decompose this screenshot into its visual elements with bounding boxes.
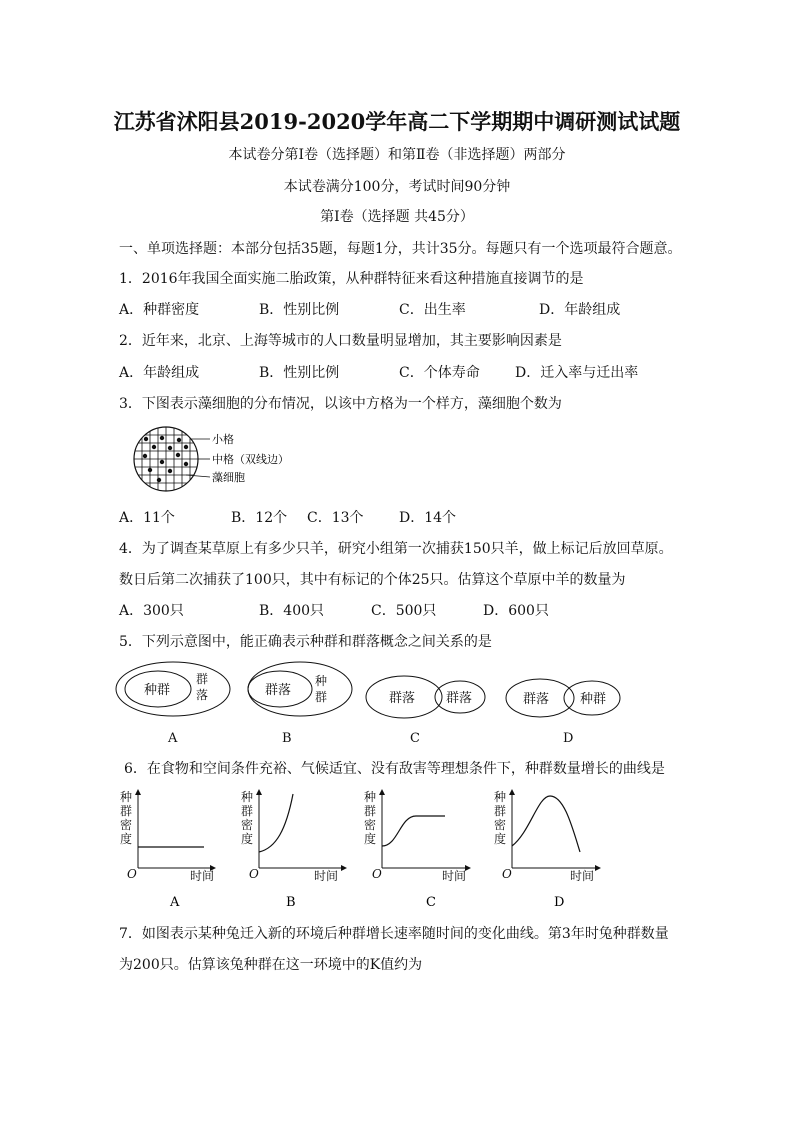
diagram-b-inner-label: 群落 <box>265 683 292 698</box>
svg-text:时间: 时间 <box>314 869 339 883</box>
q5-diagrams <box>110 660 630 748</box>
q1-option-a: A．种群密度 <box>119 302 200 318</box>
exam-info: 本试卷满分100分，考试时间90分钟 <box>283 179 511 195</box>
middle-square-label: 中格（双线边） <box>212 453 289 466</box>
q1-option-b: B．性别比例 <box>259 302 340 318</box>
diagram-a-outer-label-1: 群 <box>196 672 209 686</box>
diagram-a-outer <box>116 662 230 716</box>
svg-text:密: 密 <box>364 818 377 832</box>
page-title: 江苏省沭阳县2019-2020学年高二下学期期中调研测试试题 <box>113 109 681 134</box>
q5-label-a: A <box>168 731 178 746</box>
q6-label-d: D <box>554 895 565 910</box>
svg-text:种: 种 <box>364 790 377 804</box>
diagram-b-outer-label-2: 群 <box>315 690 328 704</box>
q4-option-c: C．500只 <box>371 603 437 619</box>
svg-text:时间: 时间 <box>442 869 467 883</box>
curve-b <box>259 794 293 852</box>
q2-option-b: B．性别比例 <box>259 365 340 381</box>
question-3: 3．下图表示藻细胞的分布情况，以该中方格为一个样方，藻细胞个数为 <box>119 396 562 412</box>
svg-text:群: 群 <box>120 804 133 818</box>
question-6: 6．在食物和空间条件充裕、气候适宜、没有敌害等理想条件下，种群数量增长的曲线是 <box>124 761 665 777</box>
svg-text:度: 度 <box>241 832 254 846</box>
q3-option-c: C．13个 <box>307 510 364 526</box>
diagram-b-outer-label-1: 种 <box>315 674 328 688</box>
question-7-line2: 为200只。估算该兔种群在这一环境中的K值约为 <box>119 957 423 973</box>
svg-text:度: 度 <box>364 832 377 846</box>
q5-label-d: D <box>563 731 574 746</box>
graph-a <box>120 790 214 910</box>
q2-option-c: C．个体寿命 <box>399 365 480 381</box>
instructions: 一、单项选择题：本部分包括35题，每题1分，共计35分。每题只有一个选项最符合题意。 <box>119 241 682 257</box>
q3-option-a: A．11个 <box>119 510 175 526</box>
q2-option-d: D．迁入率与迁出率 <box>515 365 639 381</box>
svg-text:密: 密 <box>120 818 133 832</box>
q4-option-b: B．400只 <box>259 603 325 619</box>
svg-text:群: 群 <box>494 804 507 818</box>
diagram-c-right-label: 群落 <box>446 691 473 706</box>
svg-text:群: 群 <box>241 804 254 818</box>
exam-subtitle: 本试卷分第Ⅰ卷（选择题）和第Ⅱ卷（非选择题）两部分 <box>228 147 566 163</box>
q5-label-b: B <box>282 731 292 746</box>
section-heading: 第Ⅰ卷（选择题 共45分） <box>320 209 474 225</box>
graph-b <box>241 790 344 910</box>
diagram-d-left-label: 群落 <box>523 692 550 707</box>
question-1: 1．2016年我国全面实施二胎政策，从种群特征来看这种措施直接调节的是 <box>119 271 584 287</box>
q2-option-a: A．年龄组成 <box>119 365 200 381</box>
q6-growth-curves <box>110 786 610 914</box>
q6-label-b: B <box>286 895 296 910</box>
diagram-a-inner-label: 种群 <box>144 683 171 698</box>
svg-text:时间: 时间 <box>190 869 215 883</box>
svg-text:种: 种 <box>494 790 507 804</box>
svg-text:种: 种 <box>120 790 133 804</box>
q6-label-c: C <box>426 895 436 910</box>
svg-text:种: 种 <box>241 790 254 804</box>
question-4-line1: 4．为了调查某草原上有多少只羊，研究小组第一次捕获150只羊，做上标记后放回草原。 <box>119 541 673 557</box>
svg-text:O: O <box>502 867 512 881</box>
diagram-c-left-label: 群落 <box>389 691 416 706</box>
question-2: 2．近年来，北京、上海等城市的人口数量明显增加，其主要影响因素是 <box>119 333 562 349</box>
question-4-line2: 数日后第二次捕获了100只，其中有标记的个体25只。估算这个草原中羊的数量为 <box>119 572 626 588</box>
svg-text:度: 度 <box>120 832 133 846</box>
q1-option-c: C．出生率 <box>399 302 466 318</box>
q5-label-c: C <box>410 731 420 746</box>
small-square-label: 小格 <box>212 433 234 446</box>
graph-c <box>364 790 468 910</box>
q1-option-d: D．年龄组成 <box>539 302 621 318</box>
svg-text:O: O <box>127 867 137 881</box>
curve-c <box>382 816 445 846</box>
svg-text:O: O <box>372 867 382 881</box>
q6-label-a: A <box>170 895 180 910</box>
q4-option-d: D．600只 <box>483 603 549 619</box>
svg-text:群: 群 <box>364 804 377 818</box>
svg-text:时间: 时间 <box>570 869 595 883</box>
diagram-a-outer-label-2: 落 <box>196 688 209 702</box>
question-7-line1: 7．如图表示某种兔迁入新的环境后种群增长速率随时间的变化曲线。第3年时兔种群数量 <box>119 926 669 942</box>
algae-cell-label: 藻细胞 <box>212 471 245 484</box>
diagram-d-right-label: 种群 <box>580 692 607 707</box>
q3-option-b: B．12个 <box>231 510 288 526</box>
curve-d <box>512 796 580 852</box>
q4-option-a: A．300只 <box>119 603 184 619</box>
svg-text:度: 度 <box>494 832 507 846</box>
diagram-b-outer <box>248 662 352 716</box>
svg-text:O: O <box>249 867 259 881</box>
algae-counting-grid-figure <box>124 424 299 496</box>
question-5: 5．下列示意图中，能正确表示种群和群落概念之间关系的是 <box>119 634 492 650</box>
svg-text:密: 密 <box>494 818 507 832</box>
graph-d <box>494 790 598 910</box>
svg-text:密: 密 <box>241 818 254 832</box>
q3-option-d: D．14个 <box>399 510 457 526</box>
